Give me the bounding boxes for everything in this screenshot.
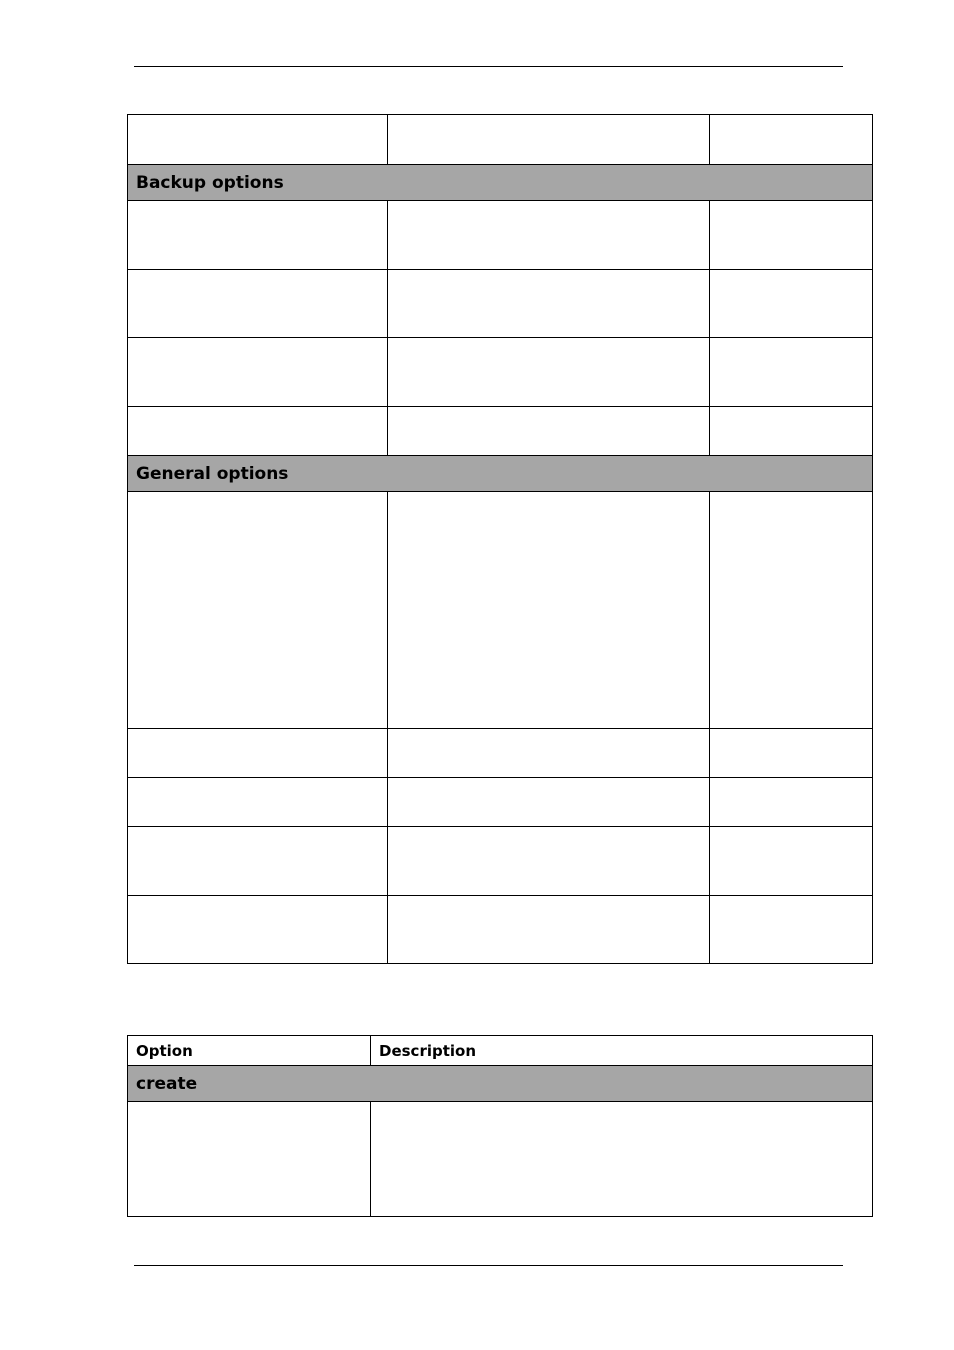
table-cell [128, 492, 388, 729]
table-header-row [128, 1036, 873, 1066]
table-cell [710, 270, 873, 338]
table-row [128, 1102, 873, 1217]
table-row [128, 115, 873, 165]
table-cell [388, 201, 710, 270]
table-row [128, 338, 873, 407]
options-table [127, 114, 873, 964]
table-row [128, 729, 873, 778]
commands-table [127, 1035, 873, 1217]
table-row [128, 778, 873, 827]
footer-rule [134, 1265, 843, 1266]
table-row [128, 896, 873, 964]
table-cell [388, 729, 710, 778]
table-cell [388, 896, 710, 964]
table-cell [128, 407, 388, 456]
section-row-general-options [128, 456, 873, 492]
column-header-option: Option [128, 1036, 371, 1066]
section-title: create [128, 1066, 873, 1102]
section-row-backup-options [128, 165, 873, 201]
table-cell [388, 338, 710, 407]
table-cell [710, 407, 873, 456]
section-row-create [128, 1066, 873, 1102]
table-row [128, 827, 873, 896]
table-cell [710, 115, 873, 165]
table-cell [388, 827, 710, 896]
table-cell [371, 1102, 873, 1217]
table-cell [388, 492, 710, 729]
table-row [128, 492, 873, 729]
table-cell [710, 729, 873, 778]
table-cell [128, 729, 388, 778]
header-rule [134, 66, 843, 67]
table-cell [710, 827, 873, 896]
table-cell [388, 778, 710, 827]
table-cell [710, 201, 873, 270]
table-cell [128, 115, 388, 165]
table-cell [710, 778, 873, 827]
table-cell [128, 270, 388, 338]
table-cell [128, 338, 388, 407]
table-row [128, 201, 873, 270]
table-cell [388, 407, 710, 456]
table-cell [128, 896, 388, 964]
table-cell [388, 115, 710, 165]
table-cell [710, 896, 873, 964]
table-cell [128, 1102, 371, 1217]
table-row [128, 407, 873, 456]
table-cell [388, 270, 710, 338]
table-cell [710, 338, 873, 407]
table-cell [710, 492, 873, 729]
table-row [128, 270, 873, 338]
table-cell [128, 827, 388, 896]
section-title: Backup options [128, 165, 873, 201]
section-title: General options [128, 456, 873, 492]
column-header-description: Description [371, 1036, 873, 1066]
table-cell [128, 778, 388, 827]
table-cell [128, 201, 388, 270]
